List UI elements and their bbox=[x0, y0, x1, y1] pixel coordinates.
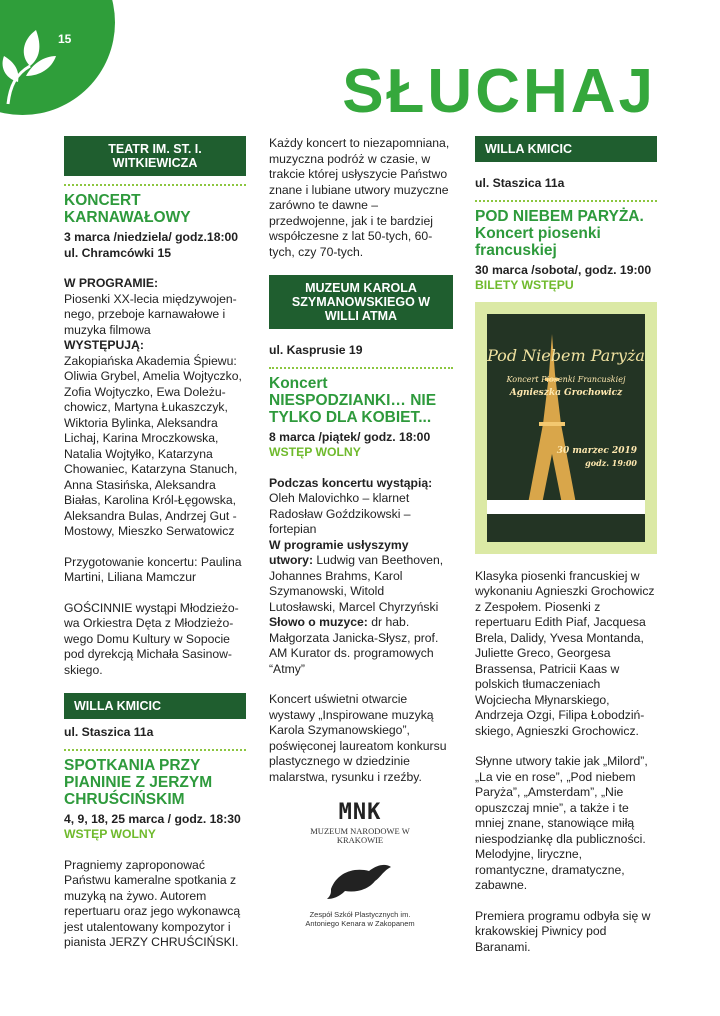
free-entry-label: WSTĘP WOLNY bbox=[269, 445, 361, 459]
word-label: Słowo o muzyce: bbox=[269, 615, 368, 629]
program-label: W programie usłyszymy utwory: bbox=[269, 537, 409, 567]
sponsor-logos bbox=[300, 800, 420, 928]
poster-subtitle: Koncert Piosenki Francuskiej bbox=[506, 374, 626, 384]
event-description: Klasyka piosenki francuskiej w wykonaniu Agnieszki Grochowicz z Zespołem. Piosenki z repertuaru Edith Piaf, Jacquesa Brela, Dalidy, Yvesa Montanda, Juliette Greco, Georgesa Brassensa, Patricii Kaas w polskich tłumaczeniach Wojciecha Młynarskiego, Andrzeja Ozgi, Filipa Łobodziń-skiego, Agnieszki Grochowicz. bbox=[475, 568, 655, 738]
program-text: Piosenki XX-lecia międzywojen-nego, przeboje karnawałowe i muzyka filmowa bbox=[64, 291, 237, 337]
museum-name: MUZEUM NARODOWE W KRAKOWIE bbox=[310, 826, 410, 845]
event-address: ul. Staszica 11a bbox=[64, 725, 154, 739]
guest-text: GOŚCINNIE wystąpi Młodzieżo-wa Orkiestra Dęta z Młodzieżo-wego Domu Kultury w Sopocie pod dyrekcją Michała Sasinow-skiego. bbox=[64, 600, 239, 677]
mnk-logo: MNK bbox=[338, 800, 382, 825]
column-middle bbox=[269, 136, 453, 785]
event-title: POD NIEBEM PARYŻA. Koncert piosenki francuskiej bbox=[475, 207, 644, 259]
poster-time: godz. 19:00 bbox=[585, 457, 637, 468]
event-address: ul. Chramcówki 15 bbox=[64, 245, 172, 260]
dotted-divider bbox=[475, 200, 657, 202]
venue-header: MUZEUM KAROLA SZYMANOWSKIEGO W WILLI ATMA bbox=[269, 275, 453, 329]
performers-label: WYSTĘPUJĄ: bbox=[64, 338, 144, 352]
tickets-label: BILETY WSTĘPU bbox=[475, 278, 574, 292]
event-datetime: 4, 9, 18, 25 marca / godz. 18:30 bbox=[64, 811, 241, 826]
horse-logo-icon bbox=[325, 859, 395, 903]
leaf-icon bbox=[0, 26, 60, 106]
performers-text: Zakopiańska Akademia Śpiewu: Oliwia Grybel, Amelia Wojtyczko, Zofia Wojtyczko, Ewa Doleżu-chowicz, Martyna Łukaszczyk, Wiktoria Bylinka, Aleksandra Lichaj, Karina Mroczkowska, Natalia Wojtyłko, Katarzyna Chowaniec, Katarzyna Stanuch, Anna Stasińska, Aleksandra Białas, Karolina Król-Łęgowska, Aleksandra Bulas, Andrzej Gut -Mostowy, Mieszko Serwatowicz bbox=[64, 353, 242, 538]
venue-header: WILLA KMICIC bbox=[475, 136, 657, 162]
dotted-divider bbox=[269, 367, 453, 369]
program-text: Ludwig van Beethoven, Johannes Brahms, Karol Szymanowski, Witold Lutosławski, Marcel Chyrzyński bbox=[269, 553, 444, 614]
concert-poster bbox=[475, 302, 657, 554]
program-label: W PROGRAMIE: bbox=[64, 276, 159, 290]
songs-text: Słynne utwory takie jak „Milord”, „La vie en rose”, „Pod niebem Paryża”, „Amsterdam”, „Nie opuszczaj mnie”, a także i te mniej znane, stanowiące miłą niespodziankę dla publiczności. Melodyjne, liryczne, romantyczne, dramatyczne, zabawne. bbox=[475, 754, 648, 892]
venue-header: TEATR IM. ST. I. WITKIEWICZA bbox=[64, 136, 246, 176]
event-datetime: 30 marca /sobota/, godz. 19:00 bbox=[475, 262, 652, 277]
performers-label: Podczas koncertu wystąpią: bbox=[269, 475, 433, 490]
event-description: Pragniemy zaproponować Państwu kameralne spotkania z muzyką na żywo. Autorem repertuaru oraz jego wykonawcą jest utalentowany kompozytor i pianista JERZY CHRUŚCIŃSKI. bbox=[64, 857, 241, 949]
poster-title: Pod Niebem Paryża bbox=[487, 345, 645, 365]
dotted-divider bbox=[64, 184, 246, 186]
event-datetime: 3 marca /niedziela/ godz.18:00 bbox=[64, 230, 239, 244]
poster-info-strip bbox=[487, 500, 645, 514]
performers-text: Oleh Malovichko – klarnet Radosław Goździkowski – fortepian bbox=[269, 491, 411, 536]
school-name: Zespół Szkół Plastycznych im. Antoniego Kenara w Zakopanem bbox=[305, 910, 415, 928]
event-address: ul. Kasprusie 19 bbox=[269, 343, 363, 357]
closing-text: Koncert uświetni otwarcie wystawy „Inspirowane muzyką Karola Szymanowskiego”, poświęconej laureatom konkursu plastycznego w dziedzinie malarstwa, rysunku i rzeźby. bbox=[269, 692, 447, 784]
event-datetime: 8 marca /piątek/ godz. 18:00 bbox=[269, 429, 431, 444]
event-address: ul. Staszica 11a bbox=[475, 176, 565, 190]
word-text: dr hab. Małgorzata Janicka-Słysz, prof. AM Kurator ds. programowych “Atmy” bbox=[269, 615, 439, 676]
event-title: SPOTKANIA PRZY PIANINIE Z JERZYM CHRUŚCIŃSKIM bbox=[64, 756, 213, 808]
column-left bbox=[64, 136, 246, 951]
preparation-text: Przygotowanie koncertu: Paulina Martini, Liliana Mamczur bbox=[64, 554, 242, 584]
page-title: SŁUCHAJ bbox=[342, 57, 656, 126]
page-number: 15 bbox=[58, 32, 72, 46]
premiere-text: Premiera programu odbyła się w krakowskiej Piwnicy pod Baranami. bbox=[475, 908, 651, 954]
free-entry-label: WSTĘP WOLNY bbox=[64, 827, 156, 841]
venue-header: WILLA KMICIC bbox=[64, 693, 246, 719]
event-title: Koncert NIESPODZIANKI… NIE TYLKO DLA KOBIET... bbox=[269, 374, 437, 426]
poster-artist: Agnieszka Grochowicz bbox=[509, 387, 623, 398]
poster-date: 30 marzec 2019 bbox=[556, 445, 637, 456]
dotted-divider bbox=[64, 749, 246, 751]
event-title: KONCERT KARNAWAŁOWY bbox=[64, 192, 191, 226]
intro-text: Każdy koncert to niezapomniana, muzyczna podróż w czasie, w trakcie której usłyszycie Państwo znane i lubiane utwory muzyczne zarówno te dawne – przedwojenne, jak i te bardziej współczesne z lat 50-tych, 60-tych, czy 70-tych. bbox=[269, 136, 450, 259]
column-right bbox=[475, 136, 657, 955]
